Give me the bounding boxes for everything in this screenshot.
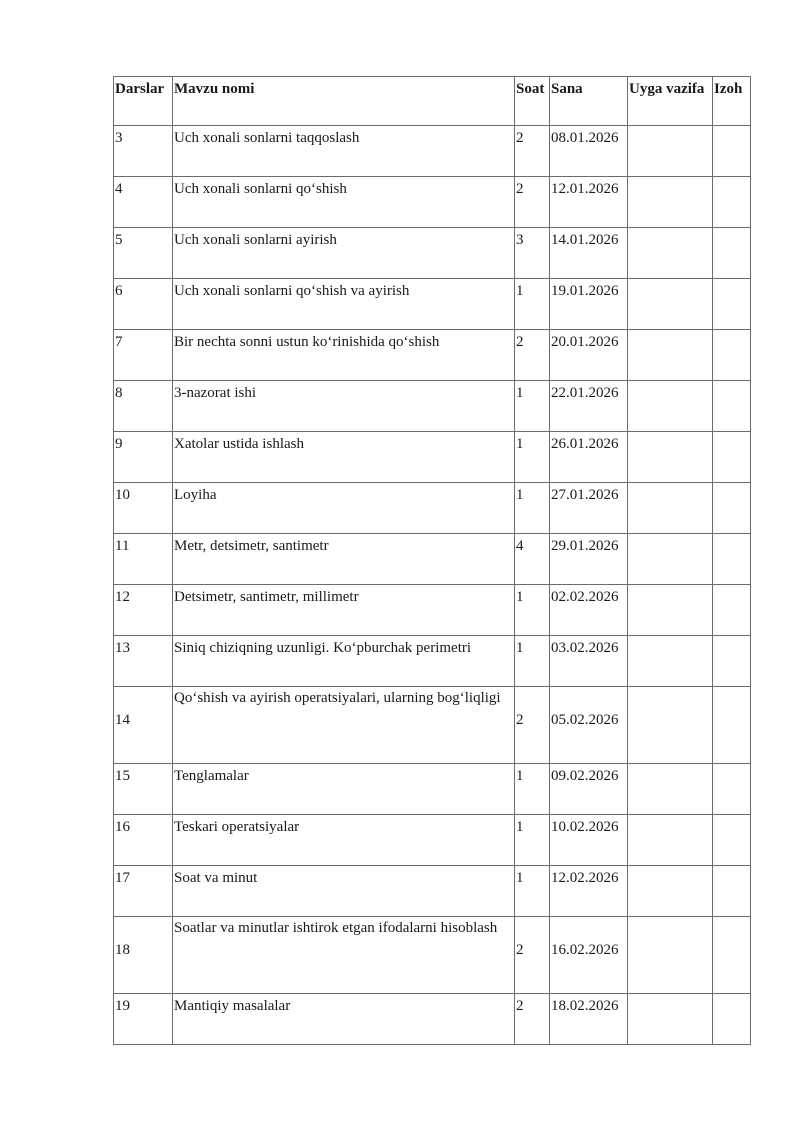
header-topic: Mavzu nomi (173, 77, 515, 126)
date-cell: 12.01.2026 (550, 177, 628, 228)
note-cell (713, 177, 751, 228)
topic-cell: Metr, detsimetr, santimetr (173, 534, 515, 585)
lesson-number-cell: 17 (114, 866, 173, 917)
table-header-row (114, 77, 751, 126)
table-row (114, 994, 751, 1045)
date-cell: 19.01.2026 (550, 279, 628, 330)
lesson-number-cell: 13 (114, 636, 173, 687)
lesson-plan-table (113, 76, 751, 1045)
note-cell (713, 815, 751, 866)
lesson-number-cell: 4 (114, 177, 173, 228)
table-row (114, 917, 751, 994)
topic-cell: Bir nechta sonni ustun ko‘rinishida qo‘shish (173, 330, 515, 381)
hours-cell: 1 (515, 279, 550, 330)
note-cell (713, 330, 751, 381)
hours-cell: 2 (515, 126, 550, 177)
homework-cell (628, 866, 713, 917)
homework-cell (628, 534, 713, 585)
homework-cell (628, 917, 713, 994)
table-row (114, 177, 751, 228)
topic-cell: Teskari operatsiyalar (173, 815, 515, 866)
table-row (114, 687, 751, 764)
date-cell: 10.02.2026 (550, 815, 628, 866)
date-cell: 20.01.2026 (550, 330, 628, 381)
homework-cell (628, 126, 713, 177)
topic-cell: Soatlar va minutlar ishtirok etgan ifodalarni hisoblash (173, 917, 515, 994)
lesson-number-cell: 16 (114, 815, 173, 866)
date-cell: 18.02.2026 (550, 994, 628, 1045)
header-homework: Uyga vazifa (628, 77, 713, 126)
homework-cell (628, 177, 713, 228)
table-row (114, 764, 751, 815)
date-cell: 14.01.2026 (550, 228, 628, 279)
hours-cell: 1 (515, 636, 550, 687)
lesson-number-cell: 8 (114, 381, 173, 432)
hours-cell: 2 (515, 687, 550, 764)
hours-cell: 1 (515, 764, 550, 815)
topic-cell: Tenglamalar (173, 764, 515, 815)
lesson-number-cell: 5 (114, 228, 173, 279)
date-cell: 27.01.2026 (550, 483, 628, 534)
note-cell (713, 228, 751, 279)
note-cell (713, 483, 751, 534)
date-cell: 03.02.2026 (550, 636, 628, 687)
topic-cell: Soat va minut (173, 866, 515, 917)
note-cell (713, 279, 751, 330)
date-cell: 08.01.2026 (550, 126, 628, 177)
homework-cell (628, 228, 713, 279)
hours-cell: 2 (515, 177, 550, 228)
note-cell (713, 636, 751, 687)
lesson-number-cell: 11 (114, 534, 173, 585)
lesson-number-cell: 7 (114, 330, 173, 381)
homework-cell (628, 687, 713, 764)
header-hours: Soat (515, 77, 550, 126)
table-row (114, 636, 751, 687)
date-cell: 29.01.2026 (550, 534, 628, 585)
table-row (114, 534, 751, 585)
homework-cell (628, 432, 713, 483)
topic-cell: Mantiqiy masalalar (173, 994, 515, 1045)
homework-cell (628, 483, 713, 534)
homework-cell (628, 636, 713, 687)
lesson-number-cell: 14 (114, 687, 173, 764)
topic-cell: Qo‘shish va ayirish operatsiyalari, ularning bog‘liqligi (173, 687, 515, 764)
lesson-number-cell: 10 (114, 483, 173, 534)
hours-cell: 1 (515, 815, 550, 866)
header-lesson: Darslar (114, 77, 173, 126)
date-cell: 26.01.2026 (550, 432, 628, 483)
homework-cell (628, 994, 713, 1045)
topic-cell: Detsimetr, santimetr, millimetr (173, 585, 515, 636)
note-cell (713, 764, 751, 815)
homework-cell (628, 279, 713, 330)
lesson-number-cell: 12 (114, 585, 173, 636)
hours-cell: 1 (515, 483, 550, 534)
topic-cell: 3-nazorat ishi (173, 381, 515, 432)
date-cell: 16.02.2026 (550, 917, 628, 994)
date-cell: 09.02.2026 (550, 764, 628, 815)
topic-cell: Siniq chiziqning uzunligi. Ko‘pburchak perimetri (173, 636, 515, 687)
note-cell (713, 432, 751, 483)
table-row (114, 815, 751, 866)
table-row (114, 432, 751, 483)
table-row (114, 228, 751, 279)
homework-cell (628, 585, 713, 636)
hours-cell: 1 (515, 381, 550, 432)
topic-cell: Uch xonali sonlarni qo‘shish (173, 177, 515, 228)
homework-cell (628, 815, 713, 866)
table-row (114, 279, 751, 330)
lesson-number-cell: 3 (114, 126, 173, 177)
note-cell (713, 585, 751, 636)
note-cell (713, 381, 751, 432)
homework-cell (628, 330, 713, 381)
hours-cell: 3 (515, 228, 550, 279)
lesson-number-cell: 18 (114, 917, 173, 994)
hours-cell: 4 (515, 534, 550, 585)
table-row (114, 381, 751, 432)
topic-cell: Uch xonali sonlarni taqqoslash (173, 126, 515, 177)
header-note: Izoh (713, 77, 751, 126)
table-row (114, 866, 751, 917)
hours-cell: 2 (515, 330, 550, 381)
note-cell (713, 687, 751, 764)
note-cell (713, 994, 751, 1045)
table-row (114, 585, 751, 636)
table-row (114, 126, 751, 177)
topic-cell: Uch xonali sonlarni qo‘shish va ayirish (173, 279, 515, 330)
date-cell: 05.02.2026 (550, 687, 628, 764)
lesson-number-cell: 9 (114, 432, 173, 483)
topic-cell: Loyiha (173, 483, 515, 534)
note-cell (713, 917, 751, 994)
note-cell (713, 534, 751, 585)
table-row (114, 483, 751, 534)
date-cell: 22.01.2026 (550, 381, 628, 432)
date-cell: 12.02.2026 (550, 866, 628, 917)
hours-cell: 1 (515, 866, 550, 917)
note-cell (713, 126, 751, 177)
table-body (114, 126, 751, 1045)
homework-cell (628, 381, 713, 432)
note-cell (713, 866, 751, 917)
date-cell: 02.02.2026 (550, 585, 628, 636)
hours-cell: 1 (515, 585, 550, 636)
hours-cell: 1 (515, 432, 550, 483)
lesson-number-cell: 15 (114, 764, 173, 815)
topic-cell: Xatolar ustida ishlash (173, 432, 515, 483)
lesson-number-cell: 6 (114, 279, 173, 330)
table-row (114, 330, 751, 381)
header-date: Sana (550, 77, 628, 126)
hours-cell: 2 (515, 917, 550, 994)
homework-cell (628, 764, 713, 815)
hours-cell: 2 (515, 994, 550, 1045)
lesson-number-cell: 19 (114, 994, 173, 1045)
topic-cell: Uch xonali sonlarni ayirish (173, 228, 515, 279)
